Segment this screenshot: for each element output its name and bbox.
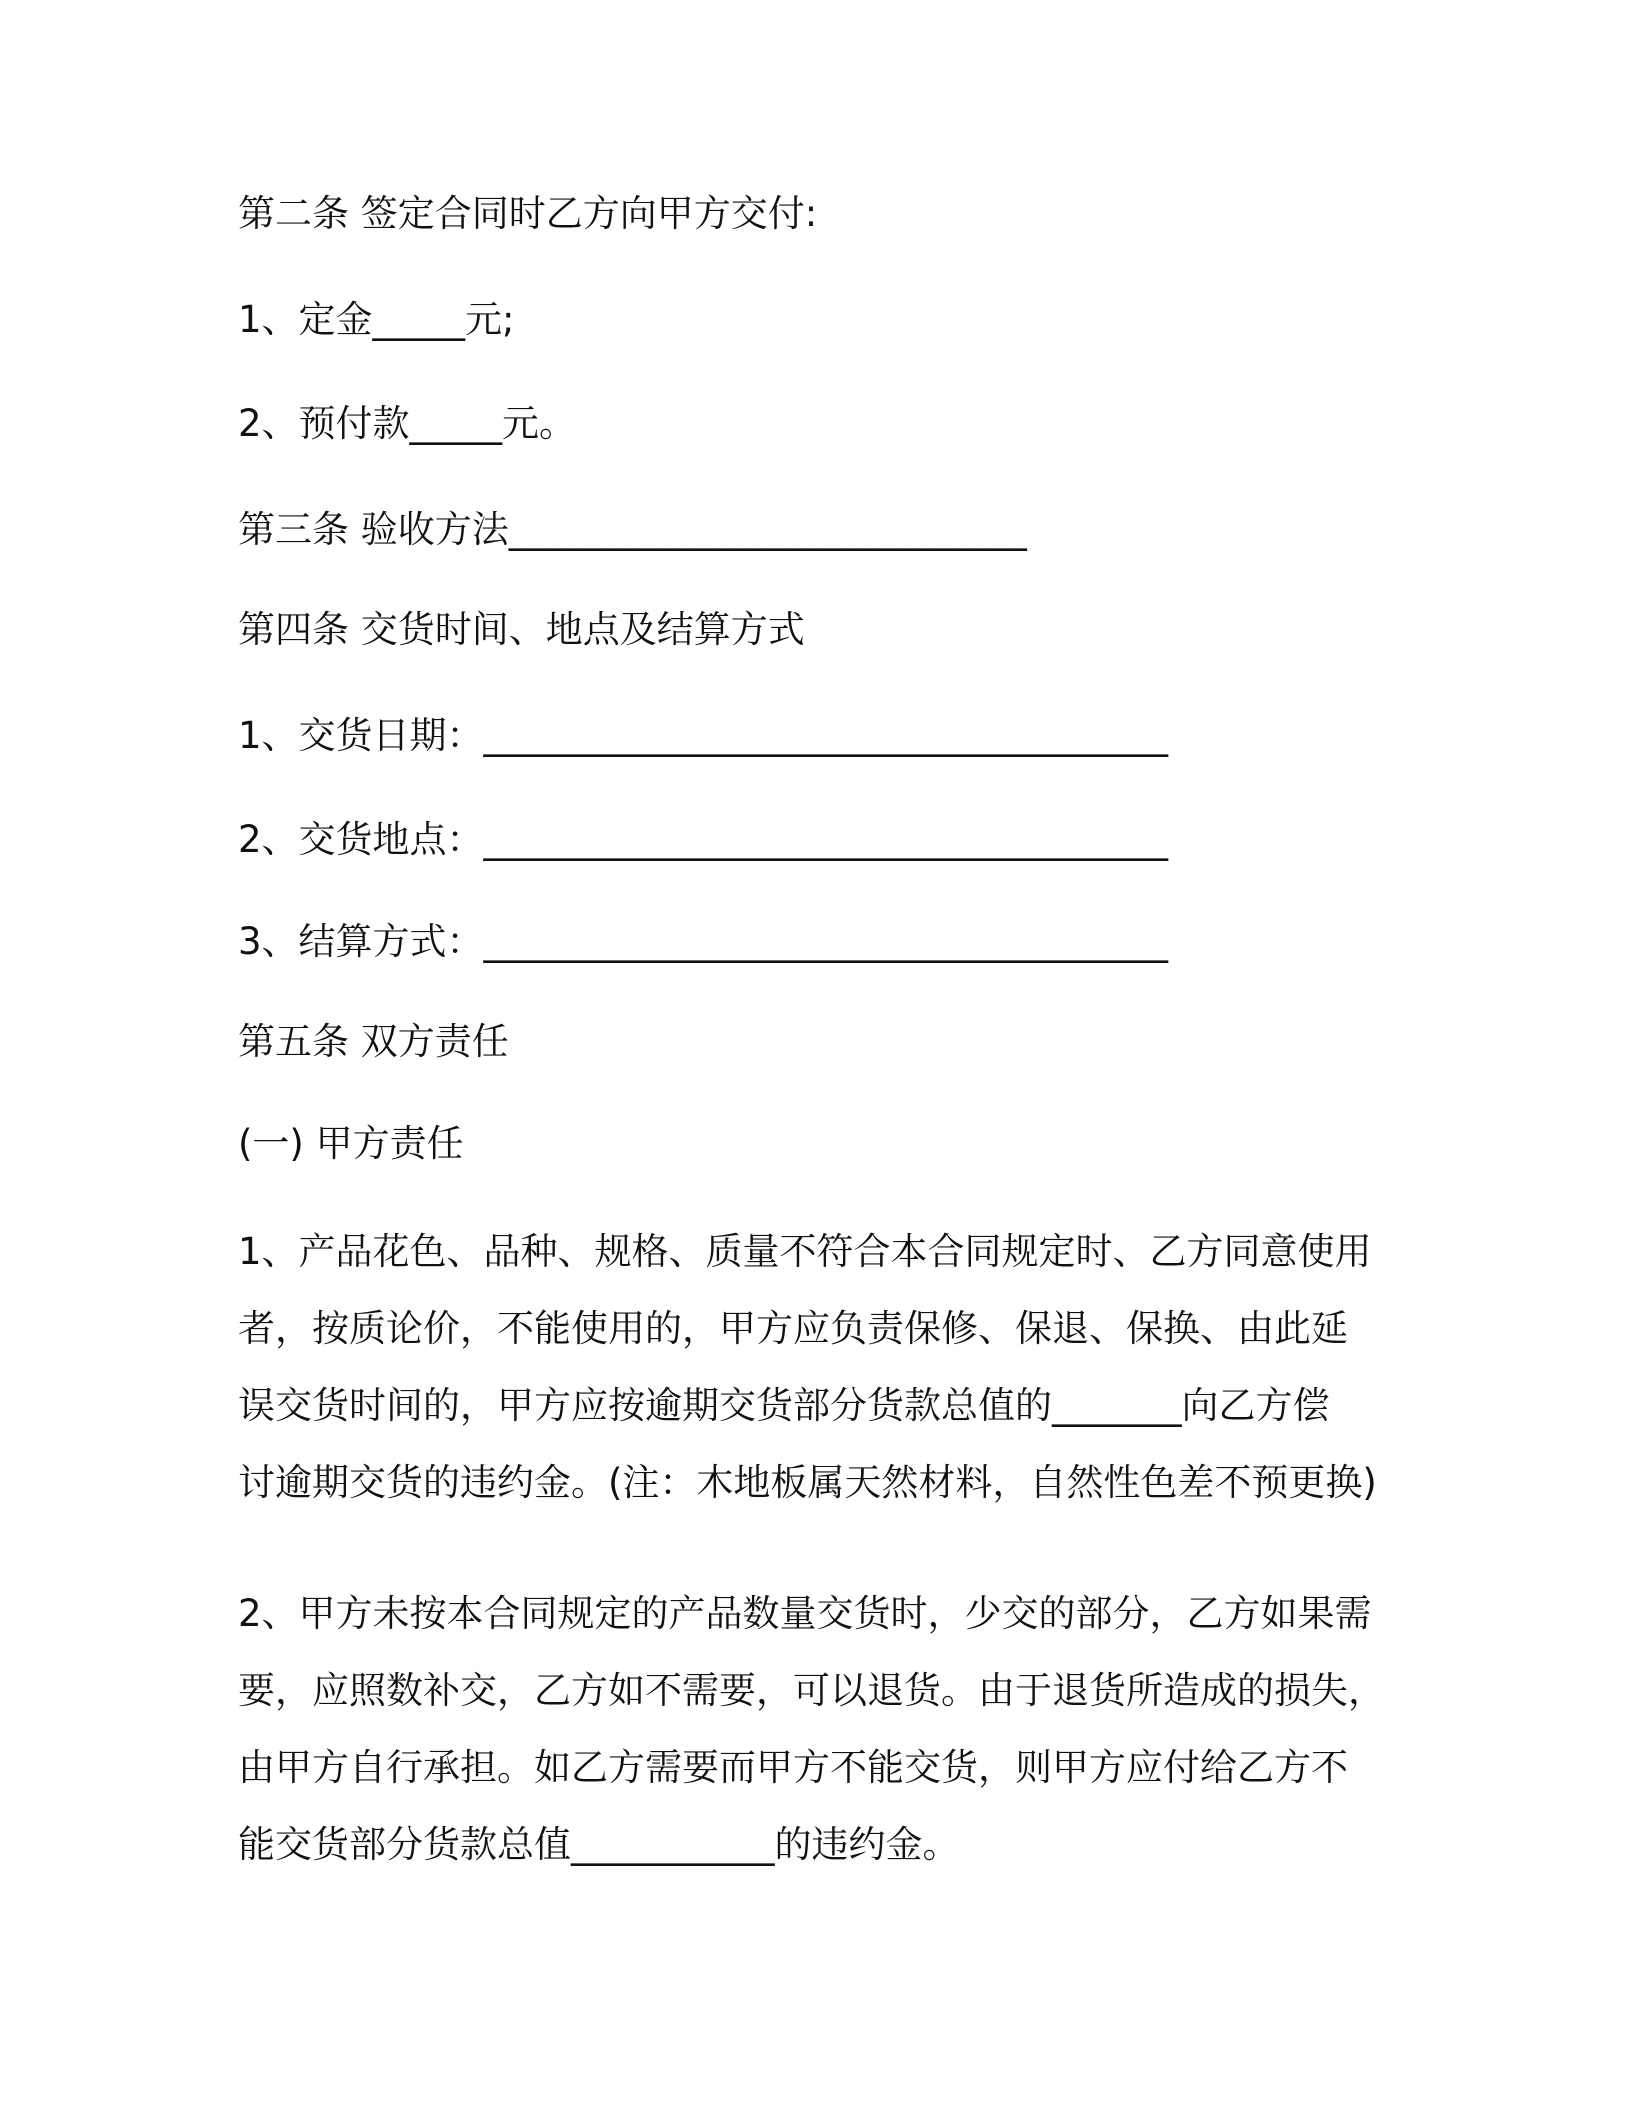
paragraph-line: 讨逾期交货的违约金。(注：木地板属天然材料，自然性色差不预更换) [238, 1461, 1377, 1504]
party-a-clause-2 [238, 1575, 1398, 1883]
delivery-date-line: 1、交货日期：_____________________________________ [238, 714, 1169, 757]
article-4-heading: 第四条 交货时间、地点及结算方式 [238, 608, 805, 651]
paragraph-line: 1、产品花色、品种、规格、质量不符合本合同规定时、乙方同意使用 [238, 1230, 1372, 1273]
party-a-responsibility-heading: (一) 甲方责任 [238, 1122, 464, 1165]
delivery-place-line: 2、交货地点：_____________________________________ [238, 818, 1169, 861]
party-a-clause-1 [238, 1213, 1398, 1521]
article-3-heading: 第三条 验收方法____________________________ [238, 508, 1027, 551]
article-2-heading: 第二条 签定合同时乙方向甲方交付: [238, 192, 818, 235]
paragraph-line: 由甲方自行承担。如乙方需要而甲方不能交货，则甲方应付给乙方不 [238, 1746, 1348, 1789]
paragraph-line: 要，应照数补交，乙方如不需要，可以退货。由于退货所造成的损失， [238, 1669, 1385, 1712]
paragraph-line: 误交货时间的，甲方应按逾期交货部分货款总值的_______向乙方偿 [238, 1384, 1330, 1427]
paragraph-line: 者，按质论价，不能使用的，甲方应负责保修、保退、保换、由此延 [238, 1307, 1348, 1350]
deposit-line: 1、定金_____元; [238, 298, 515, 341]
paragraph-line: 能交货部分货款总值___________的违约金。 [238, 1823, 960, 1866]
settlement-method-line: 3、结算方式：_____________________________________ [238, 920, 1169, 963]
article-5-heading: 第五条 双方责任 [238, 1020, 509, 1063]
prepayment-line: 2、预付款_____元。 [238, 402, 577, 445]
paragraph-line: 2、甲方未按本合同规定的产品数量交货时，少交的部分，乙方如果需 [238, 1592, 1372, 1635]
